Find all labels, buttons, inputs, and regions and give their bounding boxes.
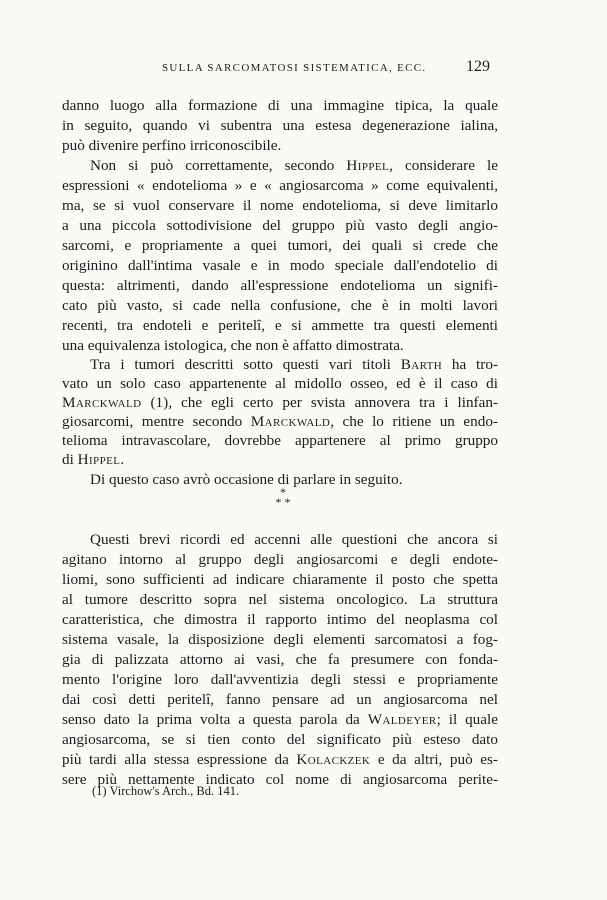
text-segment: più tardi alla stessa espressione da — [62, 751, 297, 768]
text-segment: mento l'origine loro dall'avventizia degli stessi e propriamente — [62, 671, 498, 688]
text-line — [62, 316, 498, 336]
footnote: (1) Virchow's Arch., Bd. 141. — [92, 784, 240, 798]
text-line — [62, 650, 498, 670]
author-name: Marckwald — [250, 413, 331, 430]
text-line — [62, 196, 498, 216]
text-line — [62, 431, 498, 451]
text-segment: sere più nettamente indicato col nome di angiosarcoma perite- — [62, 771, 498, 788]
text-segment: Questi brevi ricordi ed accenni alle questioni che ancora si — [90, 531, 498, 548]
text-line — [62, 96, 498, 116]
text-segment: . — [120, 451, 125, 468]
text-segment: , considerare le — [389, 157, 498, 174]
section-break-asterism — [273, 487, 293, 513]
text-segment: una equivalenza istologica, che non è affatto dimostrata. — [62, 337, 404, 354]
text-segment: Di questo caso avrò occasione di parlare in seguito. — [90, 471, 403, 488]
text-segment: Tra i tumori descritti sotto questi vari titoli — [90, 356, 401, 373]
author-name: Barth — [400, 356, 443, 373]
text-segment: agitano intorno al gruppo degli angiosarcomi e degli endote- — [62, 551, 498, 568]
text-line — [62, 116, 498, 136]
text-segment: a una piccola sottodivisione del gruppo più vasto degli angio- — [62, 217, 498, 234]
running-head-title: SULLA SARCOMATOSI SISTEMATICA, ECC. — [162, 62, 427, 74]
text-segment: telioma intravascolare, dovrebbe appartenere al primo gruppo — [62, 432, 498, 449]
text-line — [62, 450, 498, 470]
text-line — [90, 156, 498, 176]
text-segment: caratteristica, che dimostra il rapporto intimo del neoplasma col — [62, 611, 498, 628]
text-segment: espressioni « endotelioma » e « angiosarcoma » come equivalenti, — [62, 177, 498, 194]
asterism-bottom: * * — [275, 495, 291, 509]
text-line — [62, 336, 498, 356]
running-head — [0, 60, 607, 80]
author-name: Hippel — [77, 451, 121, 468]
text-segment: recenti, tra endoteli e peritelî, e si ammette tra questi elementi — [62, 317, 498, 334]
text-segment: sistema vasale, la disposizione degli elementi sarcomatosi a fog- — [62, 631, 498, 648]
text-line — [62, 690, 498, 710]
text-segment: in seguito, quando vi subentra una estesa degenerazione ialina, — [62, 117, 498, 134]
text-segment: cato più vasto, si cade nella confusione, che è in molti lavori — [62, 297, 498, 314]
text-segment: ma, se si vuol conservare il nome endotelioma, si deve limitarlo — [62, 197, 498, 214]
text-segment: vato un solo caso appartenente al midollo osseo, ed è il caso di — [62, 375, 498, 392]
text-line — [62, 296, 498, 316]
text-segment: ; il quale — [436, 711, 498, 728]
text-segment: ha tro- — [442, 356, 498, 373]
text-segment: sarcomi, e propriamente a quei tumori, dei quali si crede che — [62, 237, 498, 254]
text-segment: giosarcomi, mentre secondo — [62, 413, 251, 430]
text-line — [62, 374, 498, 394]
page-number: 129 — [466, 58, 490, 75]
text-line — [62, 590, 498, 610]
text-segment: dai così detti peritelî, fanno pensare ad un angiosarcoma nel — [62, 691, 498, 708]
text-line — [62, 750, 498, 770]
text-line — [90, 355, 498, 375]
text-segment: , che lo ritiene un endo- — [330, 413, 498, 430]
text-segment: danno luogo alla formazione di una immagine tipica, la quale — [62, 97, 498, 114]
text-segment: liomi, sono sufficienti ad indicare chiaramente il posto che spetta — [62, 571, 498, 588]
text-line — [62, 216, 498, 236]
text-segment: (1), che egli certo per svista annovera tra i linfan- — [141, 394, 498, 411]
text-line — [62, 176, 498, 196]
text-line — [62, 412, 498, 432]
text-line — [62, 256, 498, 276]
text-segment: questa: altrimenti, dando all'espressione endotelioma un signifi- — [62, 277, 498, 294]
text-line — [62, 236, 498, 256]
author-name: Waldeyer — [367, 711, 437, 728]
asterism-top: * — [280, 485, 286, 499]
text-line — [62, 276, 498, 296]
text-line — [62, 136, 498, 156]
author-name: Marckwald — [62, 394, 142, 411]
text-segment: originino dall'intima vasale e in modo speciale dall'endotelio di — [62, 257, 498, 274]
text-line — [62, 670, 498, 690]
text-segment: angiosarcoma, se si tien conto del significato più esteso dato — [62, 731, 498, 748]
text-segment: al tumore descritto sopra nel sistema oncologico. La struttura — [62, 591, 498, 608]
text-segment: di — [62, 451, 78, 468]
text-segment: gia di palizzata attorno ai vasi, che fa presumere con fonda- — [62, 651, 498, 668]
text-line — [90, 530, 498, 550]
text-line — [62, 730, 498, 750]
text-segment: può divenire perfino irriconoscibile. — [62, 137, 282, 154]
text-segment: e da altri, può es- — [370, 751, 498, 768]
text-line — [62, 393, 498, 413]
text-segment: senso dato la prima volta a questa parola da — [62, 711, 368, 728]
author-name: Kolackzek — [296, 751, 371, 768]
text-line — [62, 570, 498, 590]
text-segment: Non si può correttamente, secondo — [90, 157, 347, 174]
author-name: Hippel — [346, 157, 390, 174]
text-line — [90, 470, 498, 490]
text-line — [62, 550, 498, 570]
text-line — [62, 710, 498, 730]
text-line — [62, 610, 498, 630]
text-line — [62, 630, 498, 650]
